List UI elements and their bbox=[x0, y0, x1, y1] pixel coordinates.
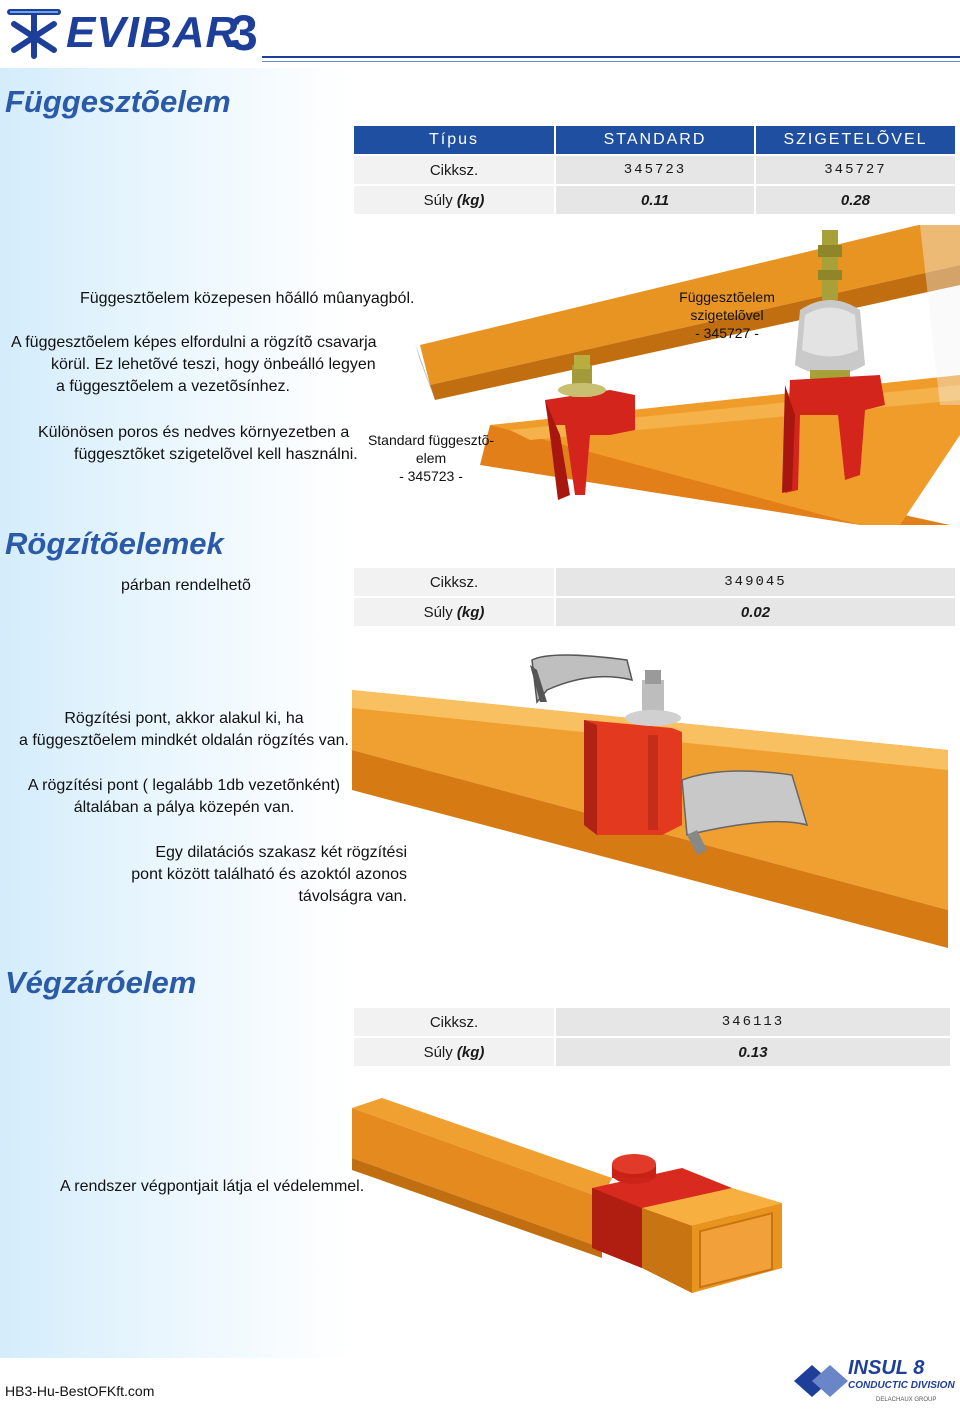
paragraph bbox=[96, 842, 407, 908]
paragraph-line: A függesztõelem képes elfordulni a rögzítõ csavarja bbox=[11, 334, 377, 351]
caption-line: elem bbox=[415, 450, 447, 466]
caption-line: Standard függesztõ- bbox=[367, 432, 495, 448]
suly-label: Súly bbox=[423, 1043, 453, 1061]
spec-table-fuggesztoelem bbox=[352, 124, 957, 216]
caption-standard bbox=[366, 431, 496, 485]
paragraph-line: a függesztõelem mindkét oldalán rögzítés van. bbox=[19, 732, 349, 749]
caption-line: Függesztõelem bbox=[679, 289, 775, 305]
paragraph-line: körül. Ez lehetõvé teszi, hogy önbeálló legyen bbox=[51, 356, 376, 373]
paragraph-line: Rögzítési pont, akkor alakul ki, ha bbox=[64, 710, 304, 727]
paragraph-line: általában a pálya közepén van. bbox=[73, 799, 295, 816]
paragraph-line: függesztõket szigetelõvel kell használni. bbox=[74, 446, 358, 463]
end-cap-photo bbox=[352, 1098, 960, 1360]
table-row bbox=[354, 186, 955, 214]
header-rule-thin bbox=[262, 61, 960, 62]
header-rule bbox=[262, 56, 960, 58]
table-header-type: Típus bbox=[354, 126, 554, 154]
suly-value: 0.13 bbox=[556, 1038, 950, 1066]
logo-text: EVIBAR bbox=[66, 8, 239, 57]
fixing-point-photo bbox=[352, 640, 948, 948]
table-header-szigetelovel: SZIGETELÕVEL bbox=[756, 126, 955, 154]
suly-label-cell bbox=[354, 186, 554, 214]
insul8-division: CONDUCTIC DIVISION bbox=[848, 1380, 955, 1391]
insul8-brand: INSUL 8 bbox=[848, 1357, 925, 1379]
suly-standard: 0.11 bbox=[556, 186, 754, 214]
paragraph-line: A rögzítési pont ( legalább 1db vezetõnként) bbox=[27, 777, 341, 794]
paragraph-line: a függesztõelem a vezetõsínhez. bbox=[56, 378, 290, 395]
paragraph bbox=[11, 332, 391, 398]
table-row bbox=[354, 126, 955, 154]
suly-szigetelovel: 0.28 bbox=[756, 186, 955, 214]
logo-number: 3 bbox=[230, 5, 258, 61]
footer-code: HB3-Hu-BestOFKft.com bbox=[5, 1383, 155, 1399]
section-title-rogzitoelemek: Rögzítõelemek bbox=[5, 526, 224, 561]
suly-label-cell bbox=[354, 1038, 554, 1066]
table-row bbox=[354, 1008, 950, 1036]
cikksz-label: Cikksz. bbox=[354, 1008, 554, 1036]
caption-insulated bbox=[672, 288, 782, 342]
table-row bbox=[354, 1038, 950, 1066]
suly-label-cell bbox=[354, 598, 554, 626]
evibar-logo bbox=[4, 2, 266, 62]
caption-line: szigetelõvel bbox=[690, 307, 764, 323]
spec-table-rogzitoelemek bbox=[352, 566, 957, 628]
caption-line: - 345727 - bbox=[695, 325, 759, 341]
kg-label: (kg) bbox=[456, 603, 485, 621]
kg-label: (kg) bbox=[456, 1043, 485, 1061]
cikksz-szigetelovel: 345727 bbox=[756, 156, 955, 184]
cikksz-standard: 345723 bbox=[556, 156, 754, 184]
paragraph-line: pont között található és azoktól azonos bbox=[131, 866, 407, 883]
spec-table-vegzaroelem bbox=[352, 1006, 952, 1068]
table-header-standard: STANDARD bbox=[556, 126, 754, 154]
logo-symbol-icon bbox=[4, 2, 64, 62]
table-row bbox=[354, 598, 955, 626]
subtitle-parban: párban rendelhetõ bbox=[121, 577, 251, 594]
suly-label: Súly bbox=[423, 603, 453, 621]
cikksz-label: Cikksz. bbox=[354, 156, 554, 184]
paragraph bbox=[16, 775, 352, 819]
paragraph: A rendszer végpontjait látja el védelemmel. bbox=[60, 1178, 365, 1195]
section-title-fuggesztoelem: Függesztõelem bbox=[5, 84, 231, 119]
paragraph bbox=[16, 708, 352, 752]
section-title-vegzaroelem: Végzáróelem bbox=[5, 965, 197, 1000]
table-row bbox=[354, 568, 955, 596]
suly-value: 0.02 bbox=[556, 598, 955, 626]
cikksz-value: 346113 bbox=[556, 1008, 950, 1036]
caption-line: - 345723 - bbox=[399, 468, 463, 484]
suly-label: Súly bbox=[423, 191, 453, 209]
insul8-group: DELACHAUX GROUP bbox=[876, 1397, 937, 1403]
paragraph-line: Egy dilatációs szakasz két rögzítési bbox=[155, 844, 407, 861]
table-row bbox=[354, 156, 955, 184]
cikksz-value: 349045 bbox=[556, 568, 955, 596]
insul8-diamond-icon bbox=[792, 1361, 850, 1401]
cikksz-label: Cikksz. bbox=[354, 568, 554, 596]
paragraph-line: távolságra van. bbox=[298, 888, 407, 905]
kg-label: (kg) bbox=[456, 191, 485, 209]
insul8-logo bbox=[792, 1357, 960, 1411]
paragraph-line: Különösen poros és nedves környezetben a bbox=[38, 424, 350, 441]
paragraph: Függesztõelem közepesen hõálló mûanyagból. bbox=[80, 290, 415, 307]
paragraph bbox=[38, 422, 378, 466]
